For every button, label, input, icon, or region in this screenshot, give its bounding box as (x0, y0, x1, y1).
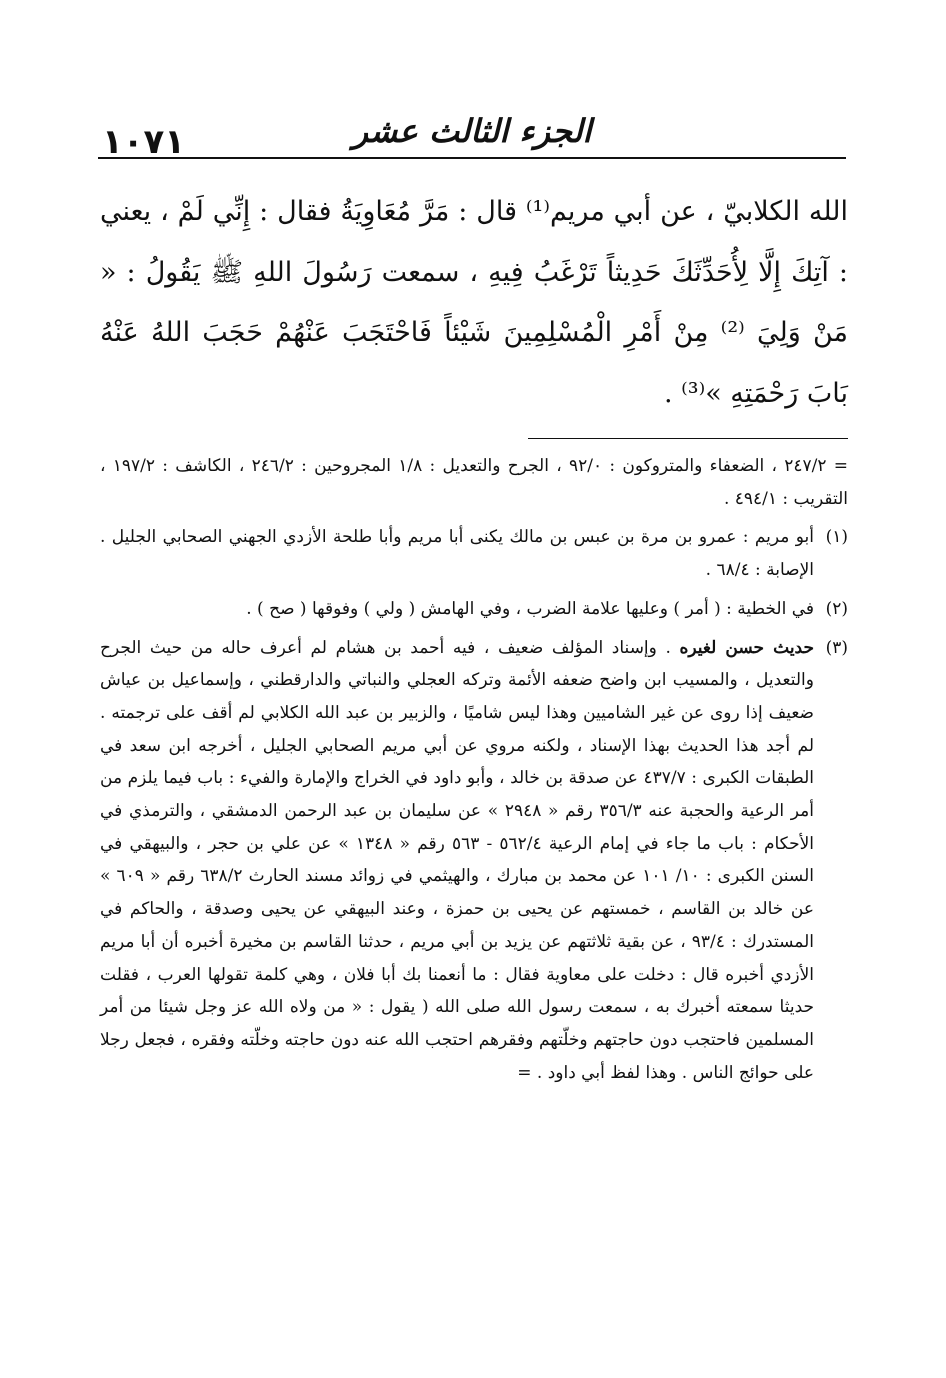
footnote-3-marker: (٣) (825, 637, 848, 658)
footnote-2-marker: (٢) (825, 598, 848, 619)
footnote-1-text: أبو مريم : عمرو بن مرة بن عبس بن مالك يكنى أبا مريم وأبا طلحة الأزدي الجهني الصحابي الجليل . الإصابة : ٦٨/٤ . (100, 527, 814, 581)
footnotes (100, 450, 848, 1089)
footnote-1-marker: (١) (825, 527, 848, 548)
footnote-3-grade: حديث حسن لغيره (679, 637, 814, 658)
main-text: الله الكلابيّ ، عن أبي مريم⁽¹⁾ قال : مَرَّ مُعَاوِيَةُ فقال : إِنِّي لَمْ ، يعني : آتِكَ إِلَّا لِأُحَدِّثَكَ حَدِيثاً تَرْغَبُ فِيهِ ، سمعت رَسُولَ اللهِ ﷺ يَقُولُ : « مَنْ وَلِيَ ⁽²⁾ مِنْ أَمْرِ الْمُسْلِمِينَ شَيْئاً فَاحْتَجَبَ عَنْهُمْ حَجَبَ اللهُ عَنْهُ بَابَ رَحْمَتِهِ »⁽³⁾ . (100, 196, 848, 409)
footnote-2-text: في الخطية : ( أمر ) وعليها علامة الضرب ، وفي الهامش ( ولي ) وفوقها ( صح ) . (246, 598, 814, 619)
footnote-2 (100, 593, 848, 626)
footnote-3-text: . وإسناد المؤلف ضعيف ، فيه أحمد بن هشام لم أعرف حاله من حيث الجرح والتعديل ، والمسيب ابن واضح ضعفه الأئمة وتركه العجلي والنباتي والدارقطني ، وإسماعيل بن عياش ضعيف إذا روى عن غير الشاميين وهذا ليس شاميًا ، والزبير بن عبد الله الكلابي لم أقف على ترجمته . لم أجد هذا الحديث بهذا الإسناد ، ولكنه مروي عن أبي مريم الصحابي الجليل ، أخرجه ابن سعد في الطبقات الكبرى : ٤٣٧/٧ عن صدقة بن خالد ، وأبو داود في الخراج والإمارة والفيء : باب فيما يلزم من أمر الرعية والحجبة عنه ٣٥٦/٣ رقم « ٢٩٤٨ » عن سليمان بن عبد الرحمن الدمشقي ، والترمذي في الأحكام : باب ما جاء في إمام الرعية ٥٦٢/٤ - ٥٦٣ رقم « ١٣٤٨ » عن علي بن حجر ، والبيهقي في السنن الكبرى : ١٠/ ١٠١ عن محمد بن مبارك ، والهيثمي في زوائد مسند الحارث ٦٣٨/٢ رقم « ٦٠٩ » عن خالد بن القاسم ، خمستهم عن يحيى بن حمزة ، وعند البيهقي عن يحيى وصدقة ، والحاكم في المستدرك : ٩٣/٤ ، عن بقية ثلاثتهم عن يزيد بن أبي مريم ، حدثنا القاسم بن مخيرة أخبره أن أبا مريم الأزدي أخبره قال : دخلت على معاوية فقال : ما أنعمنا بك أبا فلان ، وهي كلمة تقولها العرب ، فقلت حديثا سمعته أخبرك به ، سمعت رسول الله صلى الله ( يقول : « من ولاه الله عز وجل شيئا من أمر المسلمين فاحتجب دون حاجتهم وخلّتهم وفقرهم احتجب الله عنه دون حاجته وخلّته وفقره ، فجعل رجلا على حوائج الناس . وهذا لفظ أبي داود . = (100, 637, 815, 1083)
page-number: ١٠٧١ (102, 122, 186, 162)
footnote-continuation: = ٢٤٧/٢ ، الضعفاء والمتروكون : ٩٢/٠ ، الجرح والتعديل : ١/٨ المجروحين : ٢٤٦/٢ ، الكاشف : ١٩٧/٢ ، التقريب : ٤٩٤/١ . (100, 456, 849, 509)
footnote-separator (528, 438, 848, 439)
header-rule (98, 157, 846, 159)
footnote-1 (100, 521, 848, 586)
footnote-3 (100, 632, 848, 1090)
volume-title: الجزء الثالث عشر (352, 112, 592, 150)
